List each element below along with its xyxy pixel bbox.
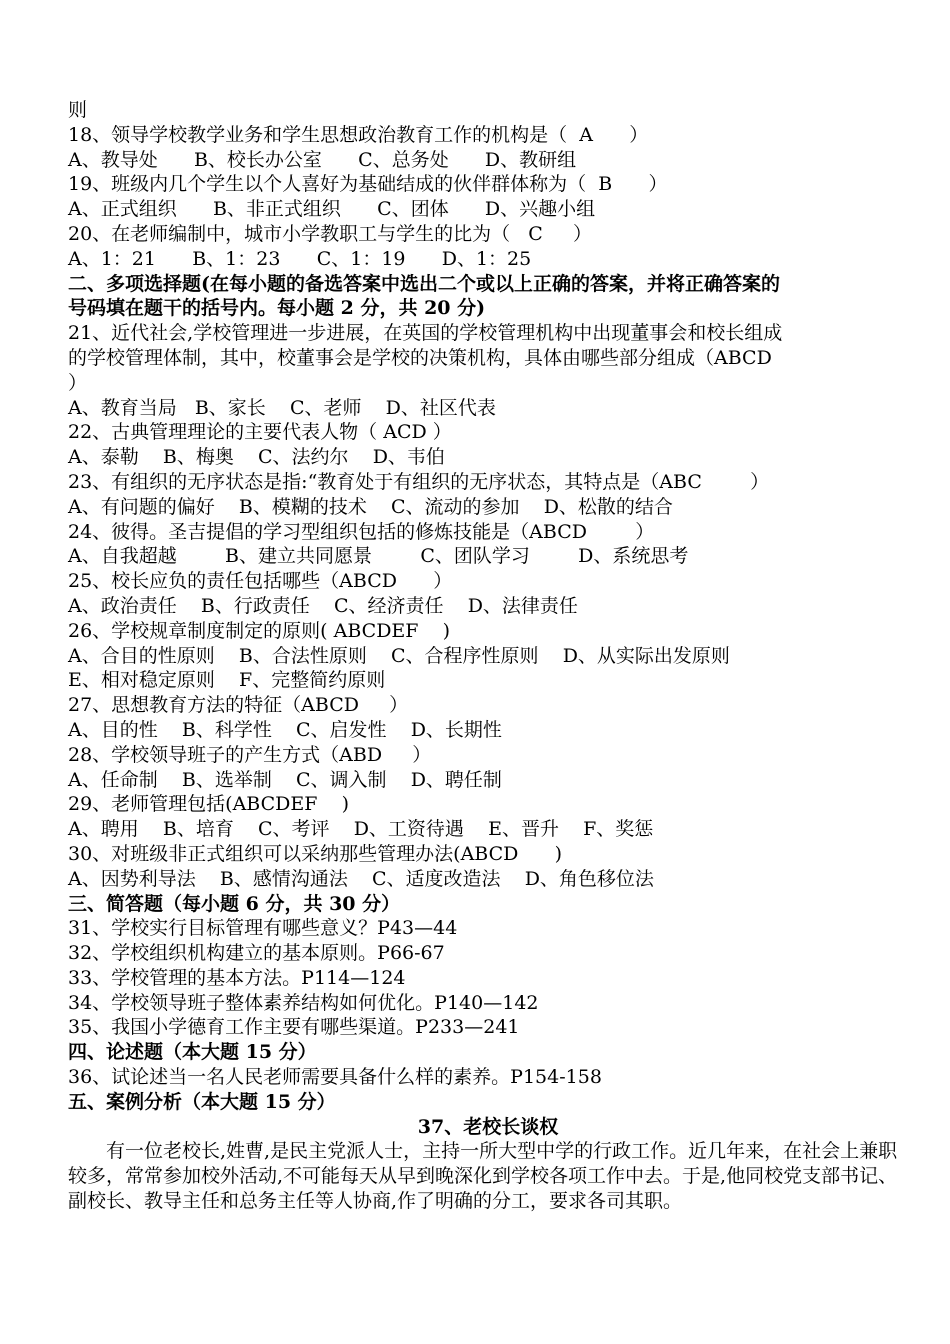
text-line: A、自我超越 B、建立共同愿景 C、团队学习 D、系统思考 xyxy=(68,545,689,568)
text-line: A、正式组织 B、非正式组织 C、团体 D、兴趣小组 xyxy=(68,198,596,221)
text-line: A、因势利导法 B、感情沟通法 C、适度改造法 D、角色移位法 xyxy=(68,867,654,890)
text-line: A、目的性 B、科学性 C、启发性 D、长期性 xyxy=(68,718,502,741)
section-heading: 二、多项选择题(在每小题的备选答案中选出二个或以上正确的答案，并将正确答案的 xyxy=(68,272,780,295)
text-line: 则 xyxy=(68,99,88,121)
text-line: A、聘用 B、培育 C、考评 D、工资待遇 E、晋升 F、奖惩 xyxy=(68,818,654,841)
text-line: 27、思想教育方法的特征（ABCD ） xyxy=(68,694,409,717)
text-line: 24、彼得。圣吉提倡的学习型组织包括的修炼技能是（ABCD ） xyxy=(68,520,655,543)
text-line: 26、学校规章制度制定的原则( ABCDEF ) xyxy=(68,619,451,642)
text-line: A、1：21 B、1：23 C、1：19 D、1：25 xyxy=(68,247,532,270)
case-paragraph: 有一位老校长,姓曹,是民主党派人士，主持一所大型中学的行政工作。近几年来，在社会上兼职较多，常常参加校外活动,不可能每天从早到晚深化到学校各项工作中去。于是,他同校党支部书记、副校长、教导主任和总务主任等人协商,作了明确的分工，要求各司其职。 xyxy=(68,1140,898,1213)
text-line: 36、试论述当一名人民老师需要具备什么样的素养。P154-158 xyxy=(68,1066,602,1089)
text-line: 29、老师管理包括(ABCDEF ) xyxy=(68,793,350,816)
text-line: A、合目的性原则 B、合法性原则 C、合程序性原则 D、从实际出发原则 xyxy=(68,644,730,667)
text-line: A、政治责任 B、行政责任 C、经济责任 D、法律责任 xyxy=(68,594,578,617)
text-line: 31、学校实行目标管理有哪些意义？P43—44 xyxy=(68,917,458,940)
text-line: 28、学校领导班子的产生方式（ABD ） xyxy=(68,743,432,766)
text-line: 18、领导学校教学业务和学生思想政治教育工作的机构是（ A ） xyxy=(68,123,649,146)
text-line: A、教导处 B、校长办公室 C、总务处 D、教研组 xyxy=(68,148,577,171)
text-line: A、教育当局 B、家长 C、老师 D、社区代表 xyxy=(68,396,496,419)
text-line: 34、学校领导班子整体素养结构如何优化。P140—142 xyxy=(68,991,539,1014)
text-line: ） xyxy=(68,371,88,394)
text-line: 23、有组织的无序状态是指:“教育处于有组织的无序状态，其特点是（ABC ） xyxy=(68,470,770,493)
text-line: 33、学校管理的基本方法。P114—124 xyxy=(68,966,406,989)
text-line: A、泰勒 B、梅奥 C、法约尔 D、韦伯 xyxy=(68,446,445,469)
text-line: 19、班级内几个学生以个人喜好为基础结成的伙伴群体称为（ B ） xyxy=(68,173,668,196)
text-line: 20、在老师编制中，城市小学教职工与学生的比为（ C ） xyxy=(68,222,593,245)
text-line: 25、校长应负的责任包括哪些（ABCD ） xyxy=(68,570,453,593)
text-line: E、相对稳定原则 F、完整简约原则 xyxy=(68,669,386,692)
text-line: 22、古典管理理论的主要代表人物（ ACD ） xyxy=(68,421,452,444)
section-heading: 三、简答题（每小题 6 分，共 30 分） xyxy=(68,892,401,915)
text-line: A、有问题的偏好 B、模糊的技术 C、流动的参加 D、松散的结合 xyxy=(68,495,673,518)
section-heading: 号码填在题干的括号内。每小题 2 分，共 20 分) xyxy=(68,297,486,320)
text-line: 的学校管理体制，其中，校董事会是学校的决策机构，具体由哪些部分组成（ABCD xyxy=(68,346,772,369)
section-heading: 四、论述题（本大题 15 分） xyxy=(68,1041,317,1064)
text-line: 32、学校组织机构建立的基本原则。P66-67 xyxy=(68,942,445,965)
text-line: 21、近代社会,学校管理进一步进展，在英国的学校管理机构中出现董事会和校长组成 xyxy=(68,322,783,345)
text-line: 35、我国小学德育工作主要有哪些渠道。P233—241 xyxy=(68,1016,520,1039)
document-page xyxy=(68,98,908,1214)
text-line: 30、对班级非正式组织可以采纳那些管理办法(ABCD ) xyxy=(68,842,563,865)
section-heading: 五、案例分析（本大题 15 分） xyxy=(68,1090,336,1113)
text-line: A、任命制 B、选举制 C、调入制 D、聘任制 xyxy=(68,768,502,791)
document-lines xyxy=(68,98,908,1139)
section-heading: 37、老校长谈权 xyxy=(417,1115,559,1138)
